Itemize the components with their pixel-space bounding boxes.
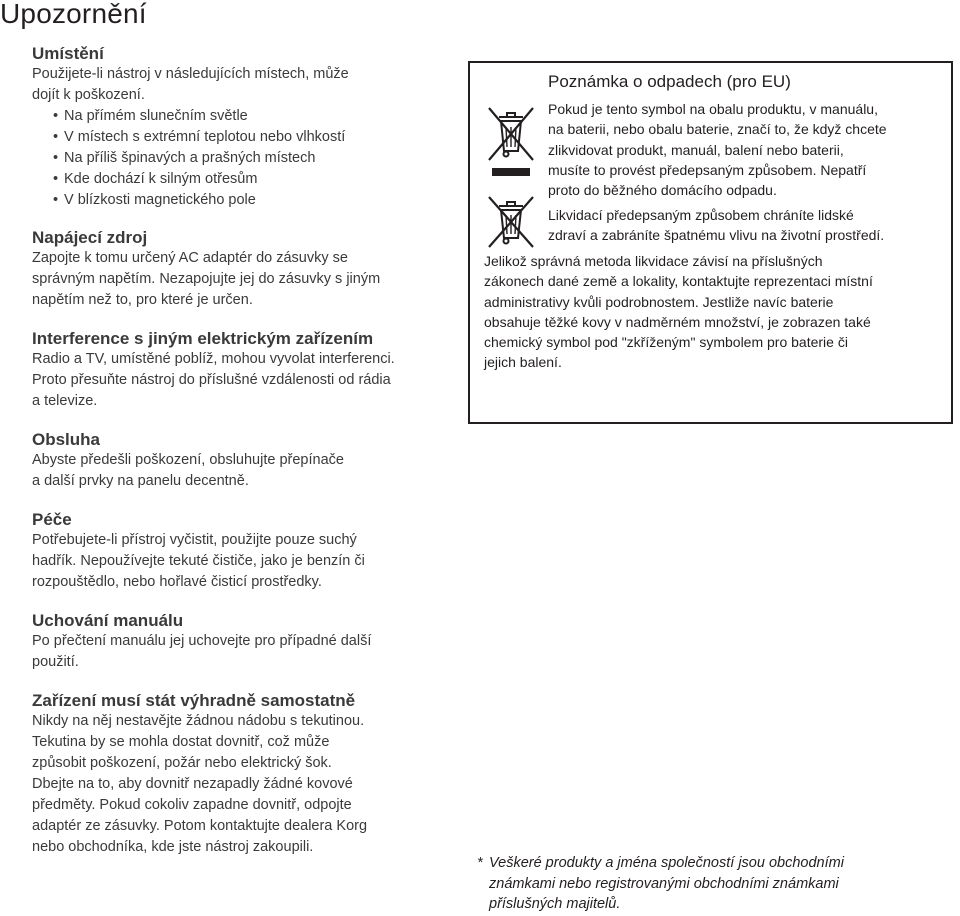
section-umisteni <box>32 43 452 211</box>
section-text: dojít k poškození. <box>32 87 145 103</box>
list-item: • V místech s extrémní teplotou nebo vlhkostí <box>32 127 452 148</box>
section-heading: Uchování manuálu <box>32 611 184 630</box>
section-heading: Interference s jiným elektrickým zařízením <box>32 329 374 348</box>
section-text: Tekutina by se mohla dostat dovnitř, což může <box>32 734 330 750</box>
text-line: jejich balení. <box>484 354 562 371</box>
eu-note-paragraph <box>548 205 948 246</box>
text-line: chemický symbol pod "zkříženým" symbolem pro baterie či <box>484 334 848 351</box>
section-text: Zapojte k tomu určený AC adaptér do zásuvky se <box>32 250 348 266</box>
section-text: a televize. <box>32 393 98 409</box>
text-line: na baterii, nebo obalu baterie, značí to, že když chcete <box>548 121 887 138</box>
text-line: příslušných majitelů. <box>489 896 621 912</box>
section-text: Potřebujete-li přístroj vyčistit, použijte pouze suchý <box>32 532 357 548</box>
crossed-bin-icon <box>486 196 536 248</box>
section-text: předměty. Pokud cokoliv zapadne dovnitř, odpojte <box>32 797 352 813</box>
section-text: Nikdy na něj nestavějte žádnou nádobu s tekutinou. <box>32 713 365 729</box>
text-line: Pokud je tento symbol na obalu produktu, v manuálu, <box>548 101 878 117</box>
list-item: • Na příliš špinavých a prašných místech <box>32 148 452 169</box>
left-column <box>32 43 452 858</box>
section-heading: Napájecí zdroj <box>32 228 148 247</box>
section-text: adaptér ze zásuvky. Potom kontaktujte dealera Korg <box>32 818 368 834</box>
page-title: Upozornění <box>0 0 147 29</box>
text-line: zákonech dané země a lokality, kontaktujte reprezentaci místní <box>484 273 873 290</box>
text-line: musíte to provést předepsaným způsobem. Nepatří <box>548 161 867 178</box>
eu-note-title: Poznámka o odpadech (pro EU) <box>548 72 791 91</box>
section-uchovani-manualu <box>32 610 452 673</box>
text-line: administrativy kvůli podrobnostem. Jestliže navíc baterie <box>484 293 834 310</box>
text-line: Likvidací předepsaným způsobem chráníte lidské <box>548 207 854 223</box>
section-text: Použijete-li nástroj v následujících místech, může <box>32 66 349 82</box>
section-text: nebo obchodníka, kde jste nástroj zakoupili. <box>32 839 314 855</box>
section-text: a další prvky na panelu decentně. <box>32 473 249 489</box>
footnote-asterisk: * <box>477 855 483 871</box>
section-text: správným napětím. Nezapojujte jej do zásuvky s jiným <box>32 271 381 287</box>
section-text: hadřík. Nepoužívejte tekuté čističe, jako je benzín či <box>32 553 365 569</box>
section-heading: Obsluha <box>32 430 101 449</box>
text-line: obsahuje těžké kovy v nadměrném množství, je zobrazen také <box>484 313 871 330</box>
section-heading: Zařízení musí stát výhradně samostatně <box>32 691 356 710</box>
section-text: Po přečtení manuálu jej uchovejte pro případné další <box>32 633 372 649</box>
list-item: • Na přímém slunečním světle <box>32 106 452 127</box>
section-text: Abyste předešli poškození, obsluhujte přepínače <box>32 452 344 468</box>
section-text: použití. <box>32 654 79 670</box>
text-line: Jelikož správná metoda likvidace závisí na příslušných <box>484 253 823 269</box>
section-pece <box>32 509 452 593</box>
section-samostatne <box>32 690 452 858</box>
section-text: Proto přesuňte nástroj do příslušné vzdálenosti od rádia <box>32 372 391 388</box>
text-line: zdraví a zabráníte špatnému vlivu na životní prostředí. <box>548 227 885 244</box>
section-heading: Umístění <box>32 44 104 63</box>
list-item: • V blízkosti magnetického pole <box>32 190 452 211</box>
eu-waste-note-box <box>468 61 953 424</box>
text-line: zlikvidovat produkt, manuál, balení nebo baterii, <box>548 141 844 158</box>
text-line: Veškeré produkty a jména společností jsou obchodními <box>489 855 844 871</box>
list-item: • Kde dochází k silným otřesům <box>32 169 452 190</box>
section-interference <box>32 328 452 412</box>
eu-note-paragraph <box>484 251 950 373</box>
bullet-list <box>32 106 452 211</box>
section-napajeci-zdroj <box>32 227 452 311</box>
section-text: napětím než to, pro které je určen. <box>32 292 253 308</box>
text-line: známkami nebo registrovanými obchodními známkami <box>489 875 839 892</box>
section-heading: Péče <box>32 510 72 529</box>
section-text: způsobit poškození, požár nebo elektrický šok. <box>32 755 332 771</box>
crossed-bin-with-bar-icon <box>486 105 536 183</box>
section-obsluha <box>32 429 452 492</box>
text-line: proto do běžného domácího odpadu. <box>548 182 777 199</box>
section-text: rozpouštědlo, nebo hořlavé čisticí prostředky. <box>32 574 322 590</box>
section-text: Radio a TV, umístěné poblíž, mohou vyvolat interferenci. <box>32 351 395 367</box>
section-text: Dbejte na to, aby dovnitř nezapadly žádné kovové <box>32 776 353 792</box>
eu-note-paragraph <box>548 99 948 200</box>
trademark-footnote <box>477 853 917 915</box>
